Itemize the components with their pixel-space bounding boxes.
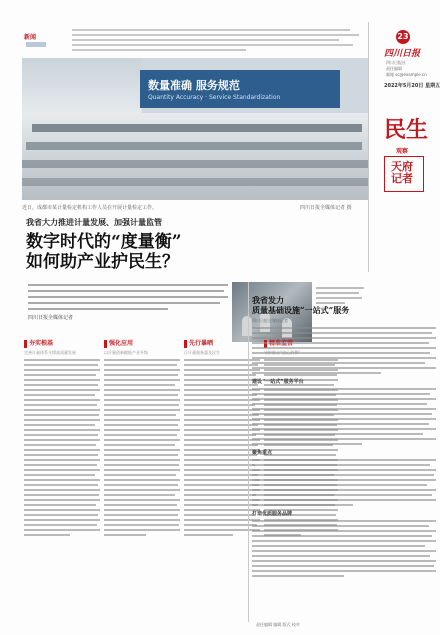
page-number-badge: 23 [396,30,410,44]
photo-banner [140,70,340,108]
photo-credit: 四川日报全媒体记者 摄 [300,205,352,211]
top-lead-strip [20,24,360,54]
article-headline-line1: 数字时代的“度量衡” [26,232,182,252]
paper-name: 四川日报 [384,49,421,59]
photo-caption: 近日，成都市某计量检定机构工作人员在开展计量检定工作。 [22,205,158,211]
side-article-subhead: 聚焦重点 [252,450,273,456]
article-kicker: 我省大力推进计量发展、加强计量监管 [26,218,162,227]
column-subheading: 完善计量体系支撑高质量发展 [24,350,76,355]
side-article-byline: 四川日报全媒体记者 [252,318,288,323]
section-tag-label: 新闻 [24,34,37,41]
article-byline: 四川日报全媒体记者 [28,315,74,321]
masthead-panel [372,22,440,262]
meta-line: 四川日报社 [386,60,406,65]
meta-line: 责任编辑 [386,66,402,71]
column-heading: 先行暴晒 [184,340,260,348]
column-subheading: 以计量创新赋能产业升级 [104,350,148,355]
column-heading: 强化应用 [104,340,180,348]
article-column-2 [104,340,180,539]
column-badge-text: 天府 记者 [391,160,413,185]
issue-date: 2022年5月20日 星期五 [384,83,440,89]
banner-subtext: Quantity Accuracy · Service Standardization [148,94,281,101]
page-footer: 责任编辑 编辑 版式 校对 [256,622,300,627]
column-heading: 夯实根基 [24,340,100,348]
article-headline-line2: 如何助产业护民生？ [26,252,179,272]
side-article-subhead: 建设“一站式”服务平台 [252,379,304,385]
side-article-headline-1: 我省发力 [252,295,284,305]
article-intro [28,280,228,314]
section-subtitle: 观察 [396,148,409,155]
main-photo [22,58,368,200]
vertical-divider [368,22,369,272]
section-title: 民生 [384,117,429,143]
column-subheading: 让计量服务惠及民生 [184,350,220,355]
column-badge [384,156,424,192]
vertical-divider-lower [248,282,249,622]
section-tag-bar [26,42,46,47]
banner-text: 数量准确 服务规范 [148,79,240,92]
meta-line: 邮箱 sc@example.cn [386,72,427,77]
side-article [252,295,436,580]
side-article-headline-2: 质量基础设施“一站式”服务 [252,305,350,315]
lead-text-block [72,26,362,54]
article-column-1 [24,340,100,539]
side-article-subhead: 打造优质服务品牌 [252,511,293,517]
section-tag [24,32,54,46]
